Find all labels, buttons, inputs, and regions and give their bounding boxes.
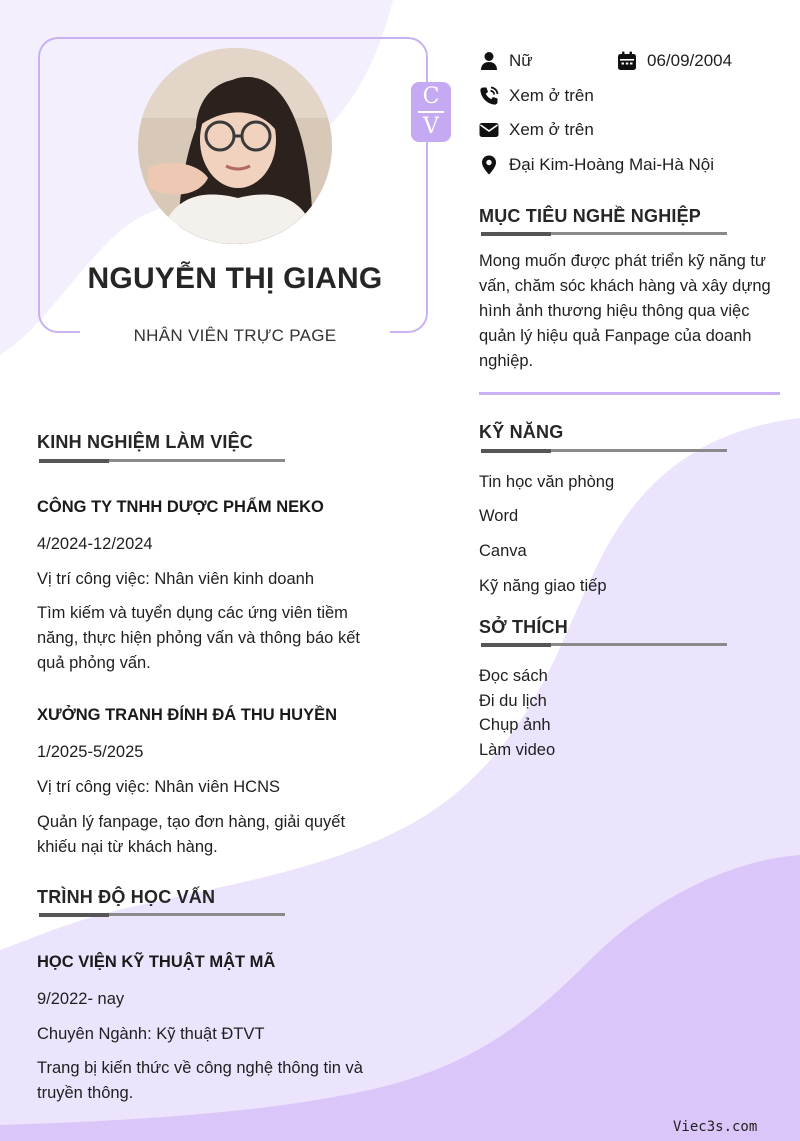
job-period: 1/2025-5/2025 [37,743,144,761]
objective-line: nghiệp. [479,352,534,370]
cv-badge [411,82,451,142]
hobby-item: Làm video [479,740,556,759]
objective-title: MỤC TIÊU NGHỀ NGHIỆP [479,206,702,226]
hobby-item: Chụp ảnh [479,716,551,734]
education-title: TRÌNH ĐỘ HỌC VẤN [37,887,216,907]
birthday-value: 06/09/2004 [647,51,733,70]
education-rule [39,913,285,916]
job-company: XƯỞNG TRANH ĐÍNH ĐÁ THU HUYỀN [37,706,338,724]
contact-phone [479,86,594,106]
skill-item: Tin học văn phòng [479,473,615,491]
education-major: Chuyên Ngành: Kỹ thuật ĐTVT [37,1025,265,1043]
hobby-item: Đọc sách [479,667,548,685]
skills-rule [481,449,727,452]
job-description-line: năng, thực hiện phỏng vấn và thông báo kết [37,629,360,647]
job-description-line: quả phỏng vấn. [37,654,151,672]
hobbies-list [479,664,555,762]
gender-value: Nữ [509,51,533,70]
contact-email [479,120,594,140]
job-title: NHÂN VIÊN TRỰC PAGE [133,326,337,345]
contact-birthday [617,51,732,71]
candidate-name: NGUYỄN THỊ GIANG [87,262,383,295]
objective-line: vấn, chăm sóc khách hàng và xây dựng [479,277,771,295]
skill-item: Word [479,507,519,525]
education-description-line: Trang bị kiến thức về công nghệ thông tin và [37,1059,363,1077]
experience-title: KINH NGHIỆM LÀM VIỆC [37,432,254,452]
avatar [138,48,332,244]
calendar-icon [617,51,637,71]
job-position: Vị trí công việc: Nhân viên kinh doanh [37,570,314,588]
objective-line: Mong muốn được phát triển kỹ năng tư [479,252,766,270]
school-name: HỌC VIỆN KỸ THUẬT MẬT MÃ [37,953,276,971]
job-description-line: Tìm kiếm và tuyển dụng các ứng viên tiềm [37,604,348,622]
education-description-line: truyền thông. [37,1084,134,1102]
contact-address [479,155,714,175]
address-value: Đại Kim-Hoàng Mai-Hà Nội [509,155,715,174]
hobby-item: Đi du lịch [479,691,547,710]
email-value: Xem ở trên [509,120,594,139]
section-divider [479,392,780,395]
user-icon [479,51,499,71]
education-description [37,1056,407,1106]
objective-text [479,249,789,374]
job-description-line: Quản lý fanpage, tạo đơn hàng, giải quyết [37,813,346,831]
job-company: CÔNG TY TNHH DƯỢC PHẨM NEKO [37,498,324,516]
job-period: 4/2024-12/2024 [37,535,153,553]
job-description [37,810,397,860]
phone-value: Xem ở trên [509,86,594,105]
email-icon [479,120,499,140]
job-description [37,601,397,676]
objective-line: quản lý hiệu quả Fanpage của doanh [479,327,752,345]
contact-gender [479,51,533,71]
job-description-line: khiếu nại từ khách hàng. [37,838,218,856]
skills-title: KỸ NĂNG [479,422,564,442]
skill-item: Canva [479,542,527,560]
hobbies-rule [481,643,727,646]
location-pin-icon [479,155,499,175]
experience-rule [39,459,285,462]
cv-badge-letter-v: V [423,113,439,139]
education-period: 9/2022- nay [37,990,125,1008]
hobbies-title: SỞ THÍCH [479,617,568,637]
phone-icon [479,86,499,106]
cv-badge-letter-c: C [422,84,440,110]
objective-rule [481,232,727,235]
objective-line: hình ảnh thương hiệu thông qua việc [479,302,750,320]
watermark: Viec3s.com [673,1119,758,1135]
job-position: Vị trí công việc: Nhân viên HCNS [37,778,281,796]
skill-item: Kỹ năng giao tiếp [479,577,607,595]
cv-badge-divider [418,111,444,113]
